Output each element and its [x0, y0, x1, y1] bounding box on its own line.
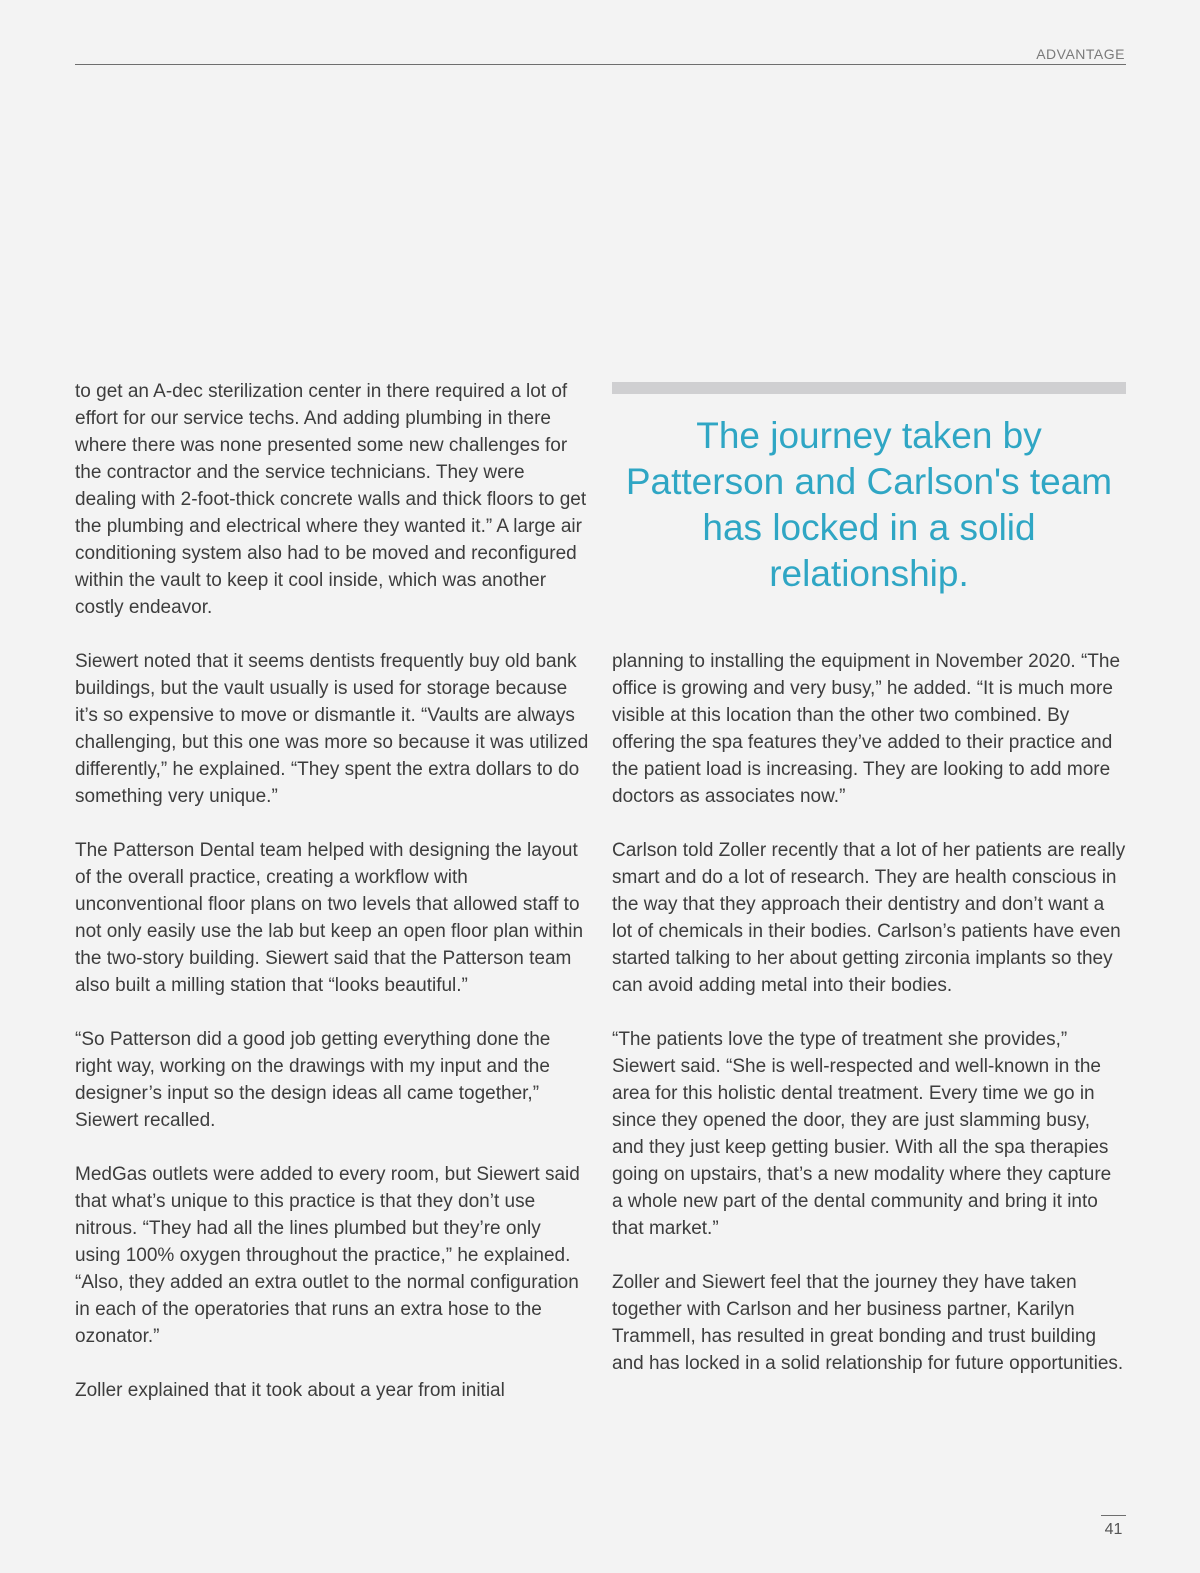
pull-quote-bar	[612, 382, 1126, 394]
paragraph: planning to installing the equipment in November 2020. “The office is growing and very busy,” he added. “It is much more visible at this location than the other two combined. By offering the spa features they’ve added to their practice and the patient load is increasing. They are looking to add more doctors as associates now.”	[612, 651, 1121, 807]
paragraph: to get an A-dec sterilization center in there required a lot of effort for our service techs. And adding plumbing in there where there was none presented some new challenges for the contractor and the service technicians. They were dealing with 2-foot-thick concrete walls and thick floors to get the plumbing and electrical where they wanted it.” A large air conditioning system also had to be moved and reconfigured within the vault to keep it cool inside, which was another costly endeavor.	[75, 381, 587, 618]
paragraph: The Patterson Dental team helped with designing the layout of the overall practice, creating a workflow with unconventional floor plans on two levels that allowed staff to not only easily use the lab but keep an open floor plan within the two-story building. Siewert said that the Patterson team also built a milling station that “looks beautiful.”	[75, 840, 584, 996]
paragraph: “The patients love the type of treatment she provides,” Siewert said. “She is well-respected and well-known in the area for this holistic dental treatment. Every time we go in since they opened the door, they are just slamming busy, and they just keep getting busier. With all the spa therapies going on upstairs, that’s a new modality where they capture a whole new part of the dental community and bring it into that market.”	[612, 1029, 1112, 1239]
left-column	[75, 378, 590, 1431]
section-label: ADVANTAGE	[1036, 46, 1125, 62]
paragraph: “So Patterson did a good job getting everything done the right way, working on the drawings with my input and the designer’s input so the design ideas all came together,” Siewert recalled.	[75, 1029, 551, 1131]
paragraph: Carlson told Zoller recently that a lot of her patients are really smart and do a lot of research. They are health conscious in the way that they approach their dentistry and don’t want a lot of chemicals in their bodies. Carlson’s patients have even started talking to her about getting zirconia implants so they can avoid adding metal into their bodies.	[612, 840, 1126, 996]
paragraph: Zoller and Siewert feel that the journey they have taken together with Carlson and her business partner, Karilyn Trammell, has resulted in great bonding and trust building and has locked in a solid relationship for future opportunities.	[612, 1272, 1124, 1374]
pull-quote: The journey taken by Patterson and Carlson's team has locked in a solid relationship.	[625, 415, 1113, 594]
paragraph: Zoller explained that it took about a year from initial	[75, 1380, 505, 1401]
paragraph: Siewert noted that it seems dentists frequently buy old bank buildings, but the vault usually is used for storage because it’s so expensive to move or dismantle it. “Vaults are always challenging, but this one was more so because it was utilized differently,” he explained. “They spent the extra dollars to do something very unique.”	[75, 651, 589, 807]
right-column	[612, 648, 1127, 1404]
paragraph: MedGas outlets were added to every room, but Siewert said that what’s unique to this practice is that they don’t use nitrous. “They had all the lines plumbed but they’re only using 100% oxygen throughout the practice,” he explained. “Also, they added an extra outlet to the normal configuration in each of the operatories that runs an extra hose to the ozonator.”	[75, 1164, 580, 1347]
page-number: 41	[1101, 1515, 1126, 1539]
header-divider	[75, 64, 1126, 65]
